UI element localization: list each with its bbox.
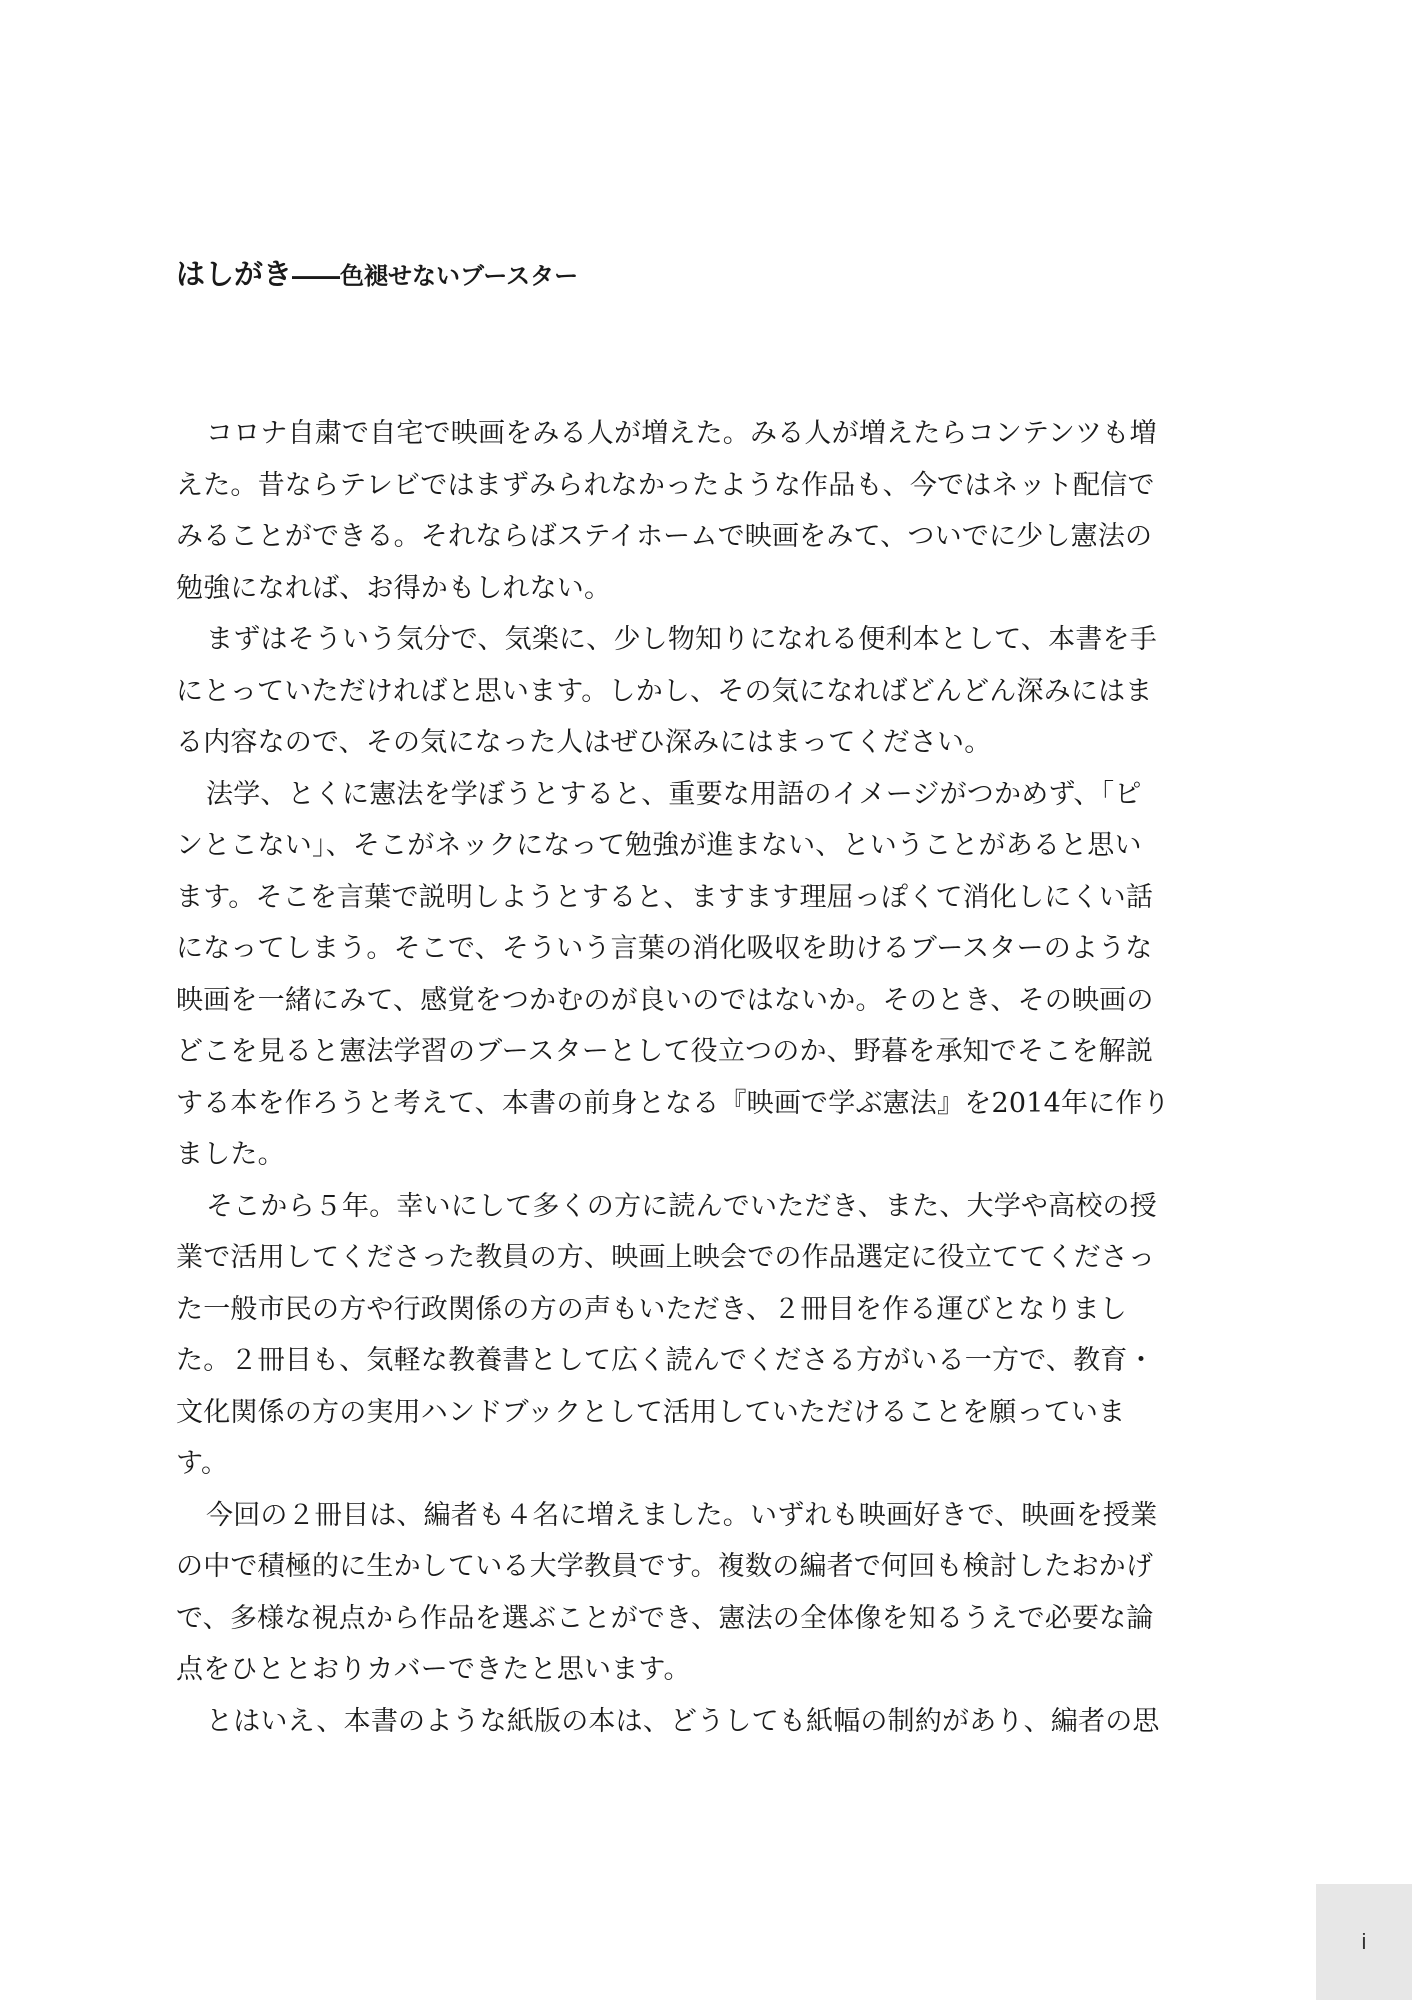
text-line: 今回の２冊目は、編者も４名に増えました。いずれも映画好きで、映画を授業 (206, 1499, 1158, 1531)
text-line: 勉強になれば、お得かもしれない。 (176, 572, 612, 604)
text-line: 法学、とくに憲法を学ぼうとすると、重要な用語のイメージがつかめず、「ピ (206, 778, 1142, 810)
text-line: えた。昔ならテレビではまずみられなかったような作品も、今ではネット配信で (176, 469, 1155, 501)
text-line: ます。そこを言葉で説明しようとすると、ますます理屈っぽくて消化しにくい話 (176, 881, 1154, 913)
page-number: i (1361, 1929, 1367, 1954)
text-line: 文化関係の方の実用ハンドブックとして活用していただけることを願っていま (176, 1396, 1126, 1428)
text-line: まずはそういう気分で、気楽に、少し物知りになれる便利本として、本書を手 (206, 624, 1157, 655)
text-line: す。 (176, 1448, 229, 1479)
text-line: た一般市民の方や行政関係の方の声もいただき、２冊目を作る運びとなりまし (176, 1293, 1127, 1325)
page-number-tab (1316, 1884, 1412, 2000)
text-line: た。２冊目も、気軽な教養書として広く読んでくださる方がいる一方で、教育・ (176, 1345, 1155, 1376)
text-line: する本を作ろうと考えて、本書の前身となる『映画で学ぶ憲法』を2014年に作り (176, 1087, 1170, 1119)
text-line: 点をひととおりカバーできたと思います。 (176, 1654, 691, 1685)
text-line: 業で活用してくださった教員の方、映画上映会での作品選定に役立ててくださっ (176, 1242, 1156, 1273)
text-line: で、多様な視点から作品を選ぶことができ、憲法の全体像を知るうえで必要な論 (176, 1602, 1154, 1634)
page-title (176, 252, 578, 298)
text-line: になってしまう。そこで、そういう言葉の消化吸収を助けるブースターのような (176, 933, 1153, 964)
text-line: る内容なので、その気になった人はぜひ深みにはまってください。 (176, 727, 992, 758)
text-line: とはいえ、本書のような紙版の本は、どうしても紙幅の制約があり、編者の思 (206, 1705, 1160, 1737)
text-line: の中で積極的に生かしている大学教員です。複数の編者で何回も検討したおかげ (176, 1551, 1154, 1582)
body-text (176, 408, 1266, 1747)
title-subtitle: ――色褪せないブースター (292, 261, 579, 290)
text-line: みることができる。それならばステイホームで映画をみて、ついでに少し憲法の (176, 521, 1153, 552)
text-line: コロナ自粛で自宅で映画をみる人が増えた。みる人が増えたらコンテンツも増 (206, 418, 1157, 449)
title-main: はしがき (176, 257, 293, 291)
text-line: 映画を一緒にみて、感覚をつかむのが良いのではないか。そのとき、その映画の (176, 984, 1154, 1016)
text-line: ました。 (176, 1139, 285, 1170)
text-line: どこを見ると憲法学習のブースターとして役立つのか、野暮を承知でそこを解説 (176, 1036, 1154, 1067)
text-line: にとっていただければと思います。しかし、その気になればどんどん深みにはま (176, 675, 1153, 707)
text-line: ンとこない」、そこがネックになって勉強が進まない、ということがあると思い (176, 830, 1142, 861)
text-line: そこから５年。幸いにして多くの方に読んでいただき、また、大学や高校の授 (206, 1190, 1157, 1222)
